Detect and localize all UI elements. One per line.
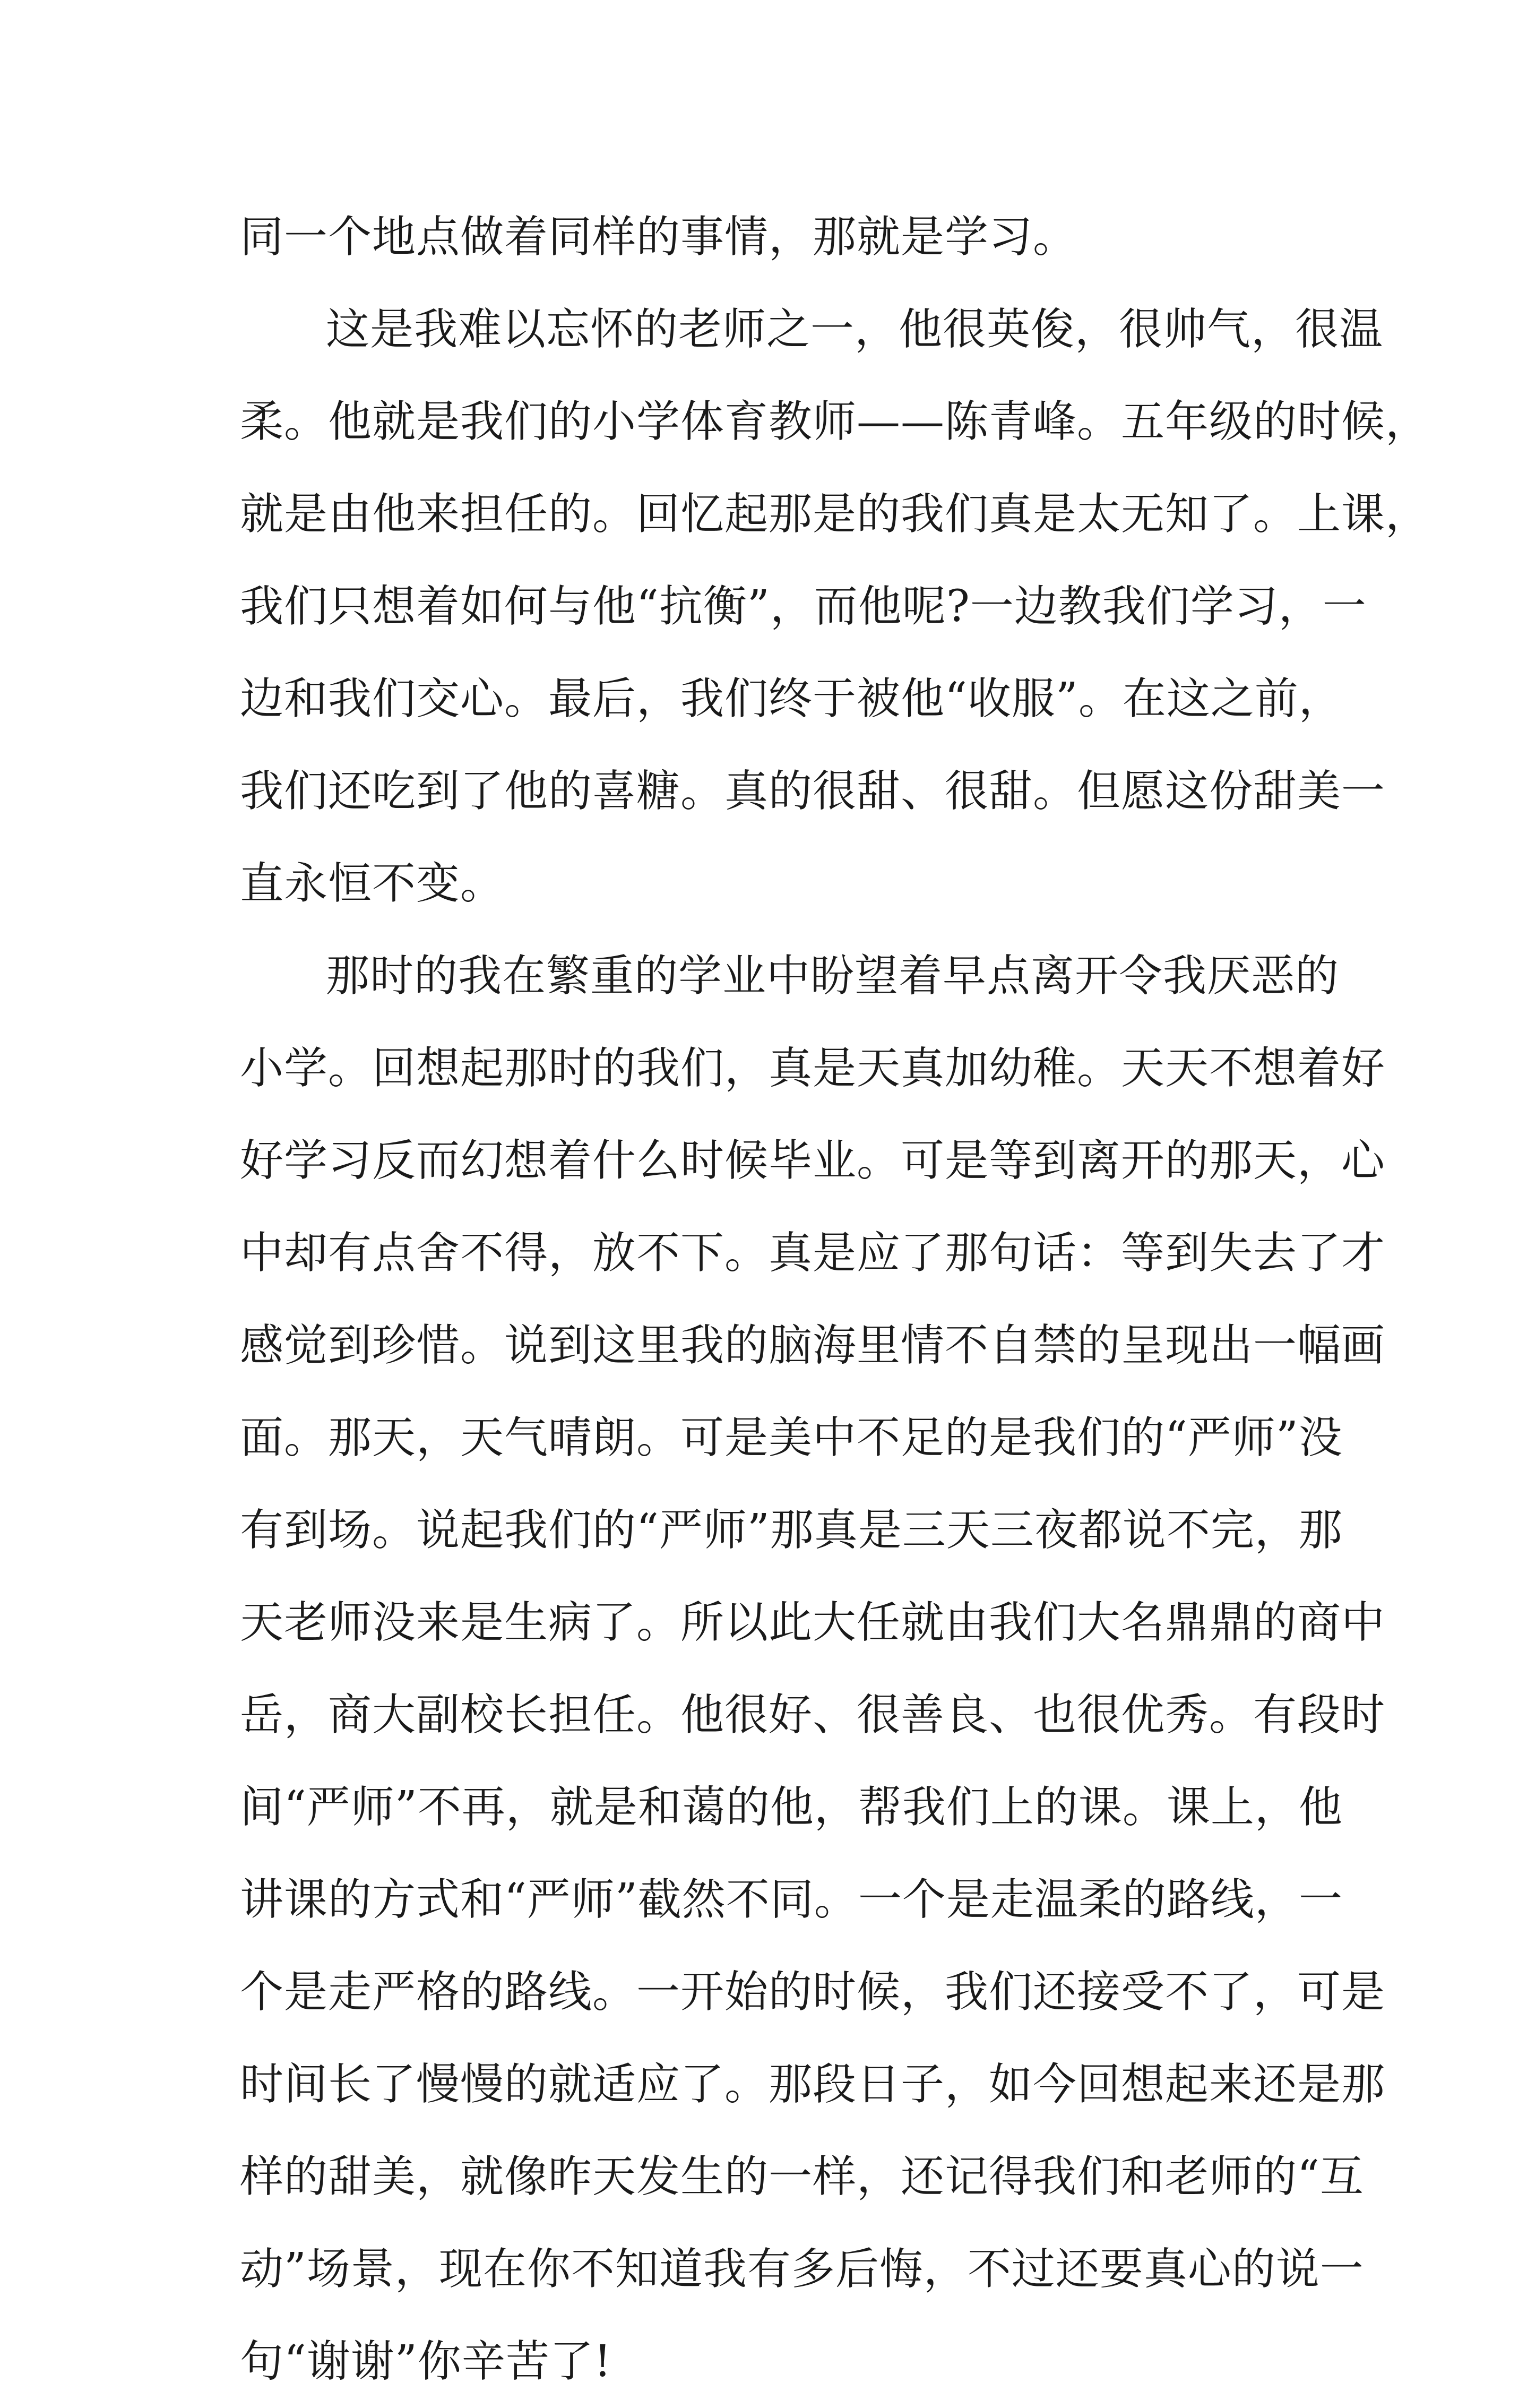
paragraph-line: 讲课的方式和“严师”截然不同。一个是走温柔的路线，一: [240, 1874, 1343, 1925]
paragraph-line: 感觉到珍惜。说到这里我的脑海里情不自禁的呈现出一幅画: [240, 1320, 1386, 1371]
paragraph-line: 我们只想着如何与他“抗衡”，而他呢?一边教我们学习，一: [240, 581, 1367, 632]
paragraph-line: 个是走严格的路线。一开始的时候，我们还接受不了，可是: [240, 1967, 1386, 2017]
paragraph-line: 这是我难以忘怀的老师之一，他很英俊，很帅气，很温: [326, 304, 1384, 355]
paragraph-line: 就是由他来担任的。回忆起那是的我们真是太无知了。上课，: [240, 489, 1430, 539]
essay-body: [240, 191, 1430, 2408]
paragraph-line: 好学习反而幻想着什么时候毕业。可是等到离开的那天，心: [240, 1136, 1386, 1186]
paragraph-line: 同一个地点做着同样的事情，那就是学习。: [240, 212, 1077, 262]
paragraph-line: 我们还吃到了他的喜糖。真的很甜、很甜。但愿这份甜美一: [240, 766, 1386, 816]
paragraph-line: 柔。他就是我们的小学体育教师——陈青峰。五年级的时候，: [240, 397, 1430, 447]
paragraph-line: 有到场。说起我们的“严师”那真是三天三夜都说不完，那: [240, 1505, 1343, 1555]
paragraph-line: 岳，商大副校长担任。他很好、很善良、也很优秀。有段时: [240, 1690, 1386, 1740]
paragraph-line: 那时的我在繁重的学业中盼望着早点离开令我厌恶的: [326, 951, 1340, 1001]
paragraph-line: 时间长了慢慢的就适应了。那段日子，如今回想起来还是那: [240, 2059, 1386, 2110]
paragraph-line: 句“谢谢”你辛苦了!: [240, 2336, 612, 2387]
paragraph-line: 直永恒不变。: [240, 858, 505, 909]
paragraph-line: 面。那天，天气晴朗。可是美中不足的是我们的“严师”没: [240, 1413, 1343, 1463]
paragraph-line: 中却有点舍不得，放不下。真是应了那句话：等到失去了才: [240, 1228, 1386, 1278]
paragraph-line: 边和我们交心。最后，我们终于被他“收服”。在这之前，: [240, 674, 1343, 724]
paragraph-line: 样的甜美，就像昨天发生的一样，还记得我们和老师的“互: [240, 2152, 1364, 2202]
paragraph-line: 间“严师”不再，就是和蔼的他，帮我们上的课。课上，他: [240, 1782, 1343, 1833]
paragraph-line: 小学。回想起那时的我们，真是天真加幼稚。天天不想着好: [240, 1043, 1386, 1094]
paragraph-line: 动”场景，现在你不知道我有多后悔，不过还要真心的说一: [240, 2244, 1364, 2294]
paragraph-line: 天老师没来是生病了。所以此大任就由我们大名鼎鼎的商中: [240, 1597, 1386, 1648]
